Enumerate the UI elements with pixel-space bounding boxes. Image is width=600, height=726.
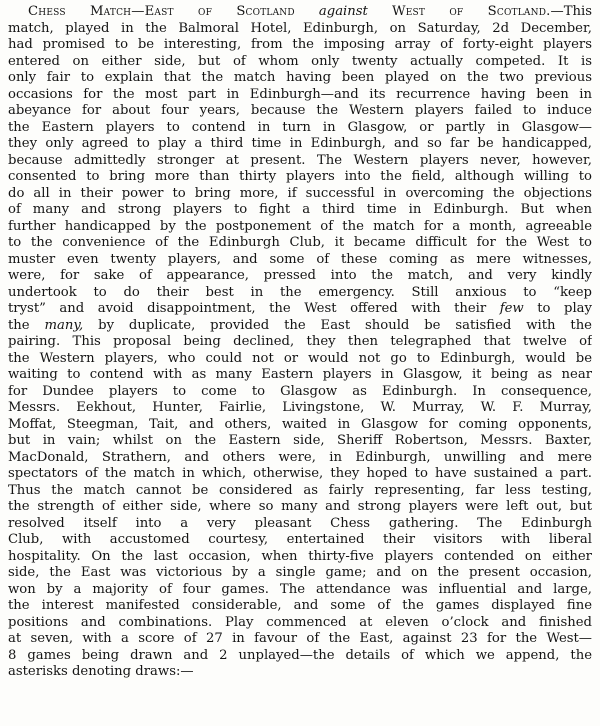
text-line: MacDonald, Strathern, and others were, in Edinburgh, unwilling and mere <box>8 449 592 465</box>
text-line: do all in their power to bring more, if successful in overcoming the objections <box>8 185 592 201</box>
text-line: but in vain; whilst on the Eastern side, Sheriff Robertson, Messrs. Baxter, <box>8 433 592 448</box>
text-line-many <box>8 318 592 335</box>
text-line: the strength of either side, where so many and strong players were left out, but <box>8 499 592 514</box>
text-line-tryst <box>8 301 592 318</box>
text-line: to the convenience of the Edinburgh Club, it became difficult for the West to <box>8 235 592 250</box>
text-line: Thus the match cannot be considered as fairly representing, far less testing, <box>8 482 592 498</box>
many-after: by duplicate, provided the East should be satisfied with the <box>98 317 592 333</box>
text-line: 8 games being drawn and 2 unplayed—the details of which we append, the <box>8 647 592 663</box>
text-line: positions and combinations. Play commenced at eleven o’clock and finished <box>8 614 592 630</box>
heading-title-part2: West of Scotland. <box>391 4 551 19</box>
heading-title-part1: Chess Match—East of Scotland <box>28 4 295 19</box>
text-line: undertook to do their best in the emergency. Still anxious to “keep <box>8 284 592 300</box>
text-line: of many and strong players to fight a third time in Edinburgh. But when <box>8 202 592 217</box>
heading-against: against <box>318 4 368 19</box>
text-line: pairing. This proposal being declined, they then telegraphed that twelve of <box>8 334 592 349</box>
emphasis-few: few <box>499 301 524 316</box>
text-line: the interest manifested considerable, and some of the games displayed fine <box>8 598 592 613</box>
article-body <box>8 4 592 681</box>
text-line: only fair to explain that the match having been played on the two previous <box>8 70 592 85</box>
text-line: at seven, with a score of 27 in favour of the East, against 23 for the West— <box>8 631 592 646</box>
tryst-before: tryst” and avoid disappointment, the West offered with their <box>8 301 487 316</box>
article-heading-line <box>8 4 592 21</box>
text-line: occasions for the most part in Edinburgh—and its recurrence having been in <box>8 86 592 102</box>
many-before: the <box>8 317 30 333</box>
text-line: resolved itself into a very pleasant Chess gathering. The Edinburgh <box>8 515 592 531</box>
text-line: side, the East was victorious by a single game; and on the present occasion, <box>8 565 592 580</box>
tryst-after: to play <box>537 301 592 316</box>
text-line: Club, with accustomed courtesy, entertained their visitors with liberal <box>8 532 592 547</box>
text-line: the Western players, who could not or would not go to Edinburgh, would be <box>8 350 592 366</box>
text-line: had promised to be interesting, from the imposing array of forty-eight players <box>8 37 592 52</box>
text-line: for Dundee players to come to Glasgow as Edinburgh. In consequence, <box>8 383 592 399</box>
text-line: muster even twenty players, and some of these coming as mere witnesses, <box>8 251 592 267</box>
text-line: Messrs. Eekhout, Hunter, Fairlie, Livingstone, W. Murray, W. F. Murray, <box>8 400 592 415</box>
text-line: further handicapped by the postponement of the match for a month, agreeable <box>8 218 592 234</box>
text-line: match, played in the Balmoral Hotel, Edinburgh, on Saturday, 2d December, <box>8 20 592 36</box>
text-line: spectators of the match in which, otherwise, they hoped to have sustained a part. <box>8 466 592 481</box>
text-line-final: asterisks denoting draws:— <box>8 664 194 679</box>
text-line: entered on either side, but of whom only twenty actually competed. It is <box>8 53 592 69</box>
text-line: won by a majority of four games. The attendance was influential and large, <box>8 581 592 597</box>
text-line: consented to bring more than thirty players into the field, although willing to <box>8 169 592 184</box>
text-line: the Eastern players to contend in turn in Glasgow, or partly in Glasgow— <box>8 119 592 135</box>
text-line: because admittedly stronger at present. The Western players never, however, <box>8 152 592 168</box>
text-line: were, for sake of appearance, pressed into the match, and very kindly <box>8 268 592 283</box>
text-line: hospitality. On the last occasion, when thirty-five players contended on either <box>8 548 592 564</box>
heading-rest: —This <box>550 4 592 19</box>
text-line: Moffat, Steegman, Tait, and others, waited in Glasgow for coming opponents, <box>8 416 592 432</box>
text-line: abeyance for about four years, because the Western players failed to induce <box>8 103 592 118</box>
text-line: waiting to contend with as many Eastern players in Glasgow, it being as near <box>8 367 592 382</box>
text-line: they only agreed to play a third time in Edinburgh, and so far be handicapped, <box>8 136 592 151</box>
emphasis-many: many, <box>44 317 84 333</box>
